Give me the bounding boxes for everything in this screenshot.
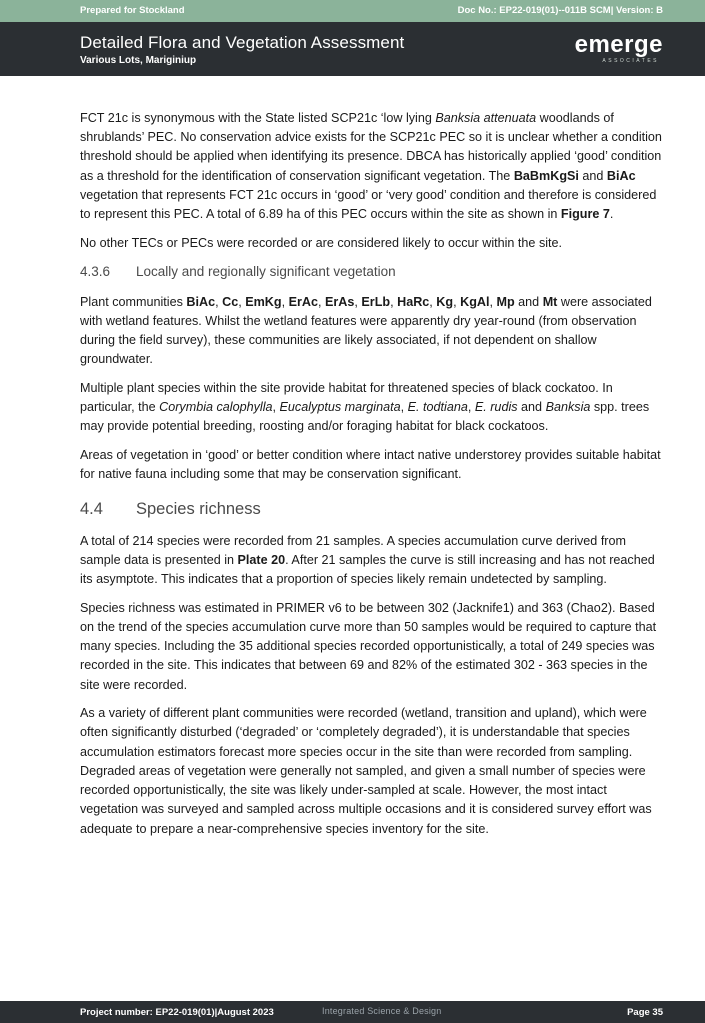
page-content [80,109,662,848]
heading-4-3-6: 4.3.6 Locally and regionally significant vegetation [80,264,396,280]
page-footer [0,1001,705,1023]
footer-tagline: Integrated Science & Design [322,1006,442,1016]
project-number: Project number: EP22-019(01)|August 2023 [80,1007,274,1018]
logo-wordmark: emerge [574,31,663,58]
page-number: Page 35 [627,1007,663,1018]
emerge-logo [573,31,663,67]
prepared-for: Prepared for Stockland [80,5,185,16]
document-title: Detailed Flora and Vegetation Assessment [80,33,405,52]
logo-tagline: ASSOCIATES [602,58,659,64]
paragraph-species-richness-estimate: Species richness was estimated in PRIMER v6 to be between 302 (Jacknife1) and 363 (Chao2). Based on the trend of the species accumulation curve more than 50 samples would be required to capture that many species. Including the 35 additional species recorded opportunistically, a total of 249 species was recorded in the site. This indicates that between 69 and 82% of the estimated 302 - 363 species in the site were recorded. [80,600,657,692]
document-subtitle: Various Lots, Mariginiup [80,55,197,66]
paragraph-species-total: A total of 214 species were recorded from 21 samples. A species accumulation curve derived from sample data is presented in Plate 20. After 21 samples the curve is still increasing and has not reached its asymptote. This indicates that a proportion of species likely remain undetected by sampling. [80,533,655,587]
top-bar [0,0,705,22]
page-header [0,22,705,76]
paragraph-black-cockatoo: Multiple plant species within the site provide habitat for threatened species of black cockatoo. In particular, the Corymbia calophylla, Eucalyptus marginata, E. todtiana, E. rudis and Banksia spp. trees may provide potential breeding, roosting and/or foraging habitat for black cockatoos. [80,380,650,434]
paragraph-no-other-tecs: No other TECs or PECs were recorded or are considered likely to occur within the site. [80,235,563,250]
paragraph-sampling-discussion: As a variety of different plant communities were recorded (wetland, transition and upland), which were often significantly disturbed (‘degraded’ or ‘completely degraded’), it is understandable that species accumulation estimators forecast more species occur in the site than were recorded from sampling. Degraded areas of vegetation were generally not sampled, and given a small number of species were recorded opportunistically, the site was likely under-sampled at scale. However, the most intact vegetation was surveyed and sampled across multiple occasions and it is considered survey effort was adequate to prepare a near-comprehensive species inventory for the site. [80,706,652,836]
plate-reference: Plate 20 [237,552,286,567]
document-number: Doc No.: EP22-019(01)--011B SCM| Version: B [457,5,663,16]
paragraph-fct21c: FCT 21c is synonymous with the State listed SCP21c ‘low lying Banksia attenuata woodlands of shrublands’ PEC. No conservation advice exists for the SCP21c PEC so it is unclear whether a condition threshold should be applied when identifying its presence. DBCA has historically applied ‘good’ condition as a threshold for the identification of conservation significant vegetation. The BaBmKgSi and BiAc vegetation that represents FCT 21c occurs in ‘good’ or ‘very good’ condition and therefore is considered to represent this PEC. A total of 6.89 ha of this PEC occurs within the site as shown in Figure 7. [80,111,662,222]
figure-reference: Figure 7 [560,207,610,222]
heading-4-4: 4.4 Species richness [80,500,261,519]
paragraph-native-fauna: Areas of vegetation in ‘good’ or better condition where intact native understorey provides suitable habitat for native fauna including some that may be conservation significant. [80,448,661,482]
paragraph-plant-communities: Plant communities BiAc, Cc, EmKg, ErAc, ErAs, ErLb, HaRc, Kg, KgAl, Mp and Mt were associated with wetland features. Whilst the wetland features were apparently dry year-round (from observation during the field survey), these communities are likely associated, if not dependent on shallow groundwater. [80,294,652,367]
